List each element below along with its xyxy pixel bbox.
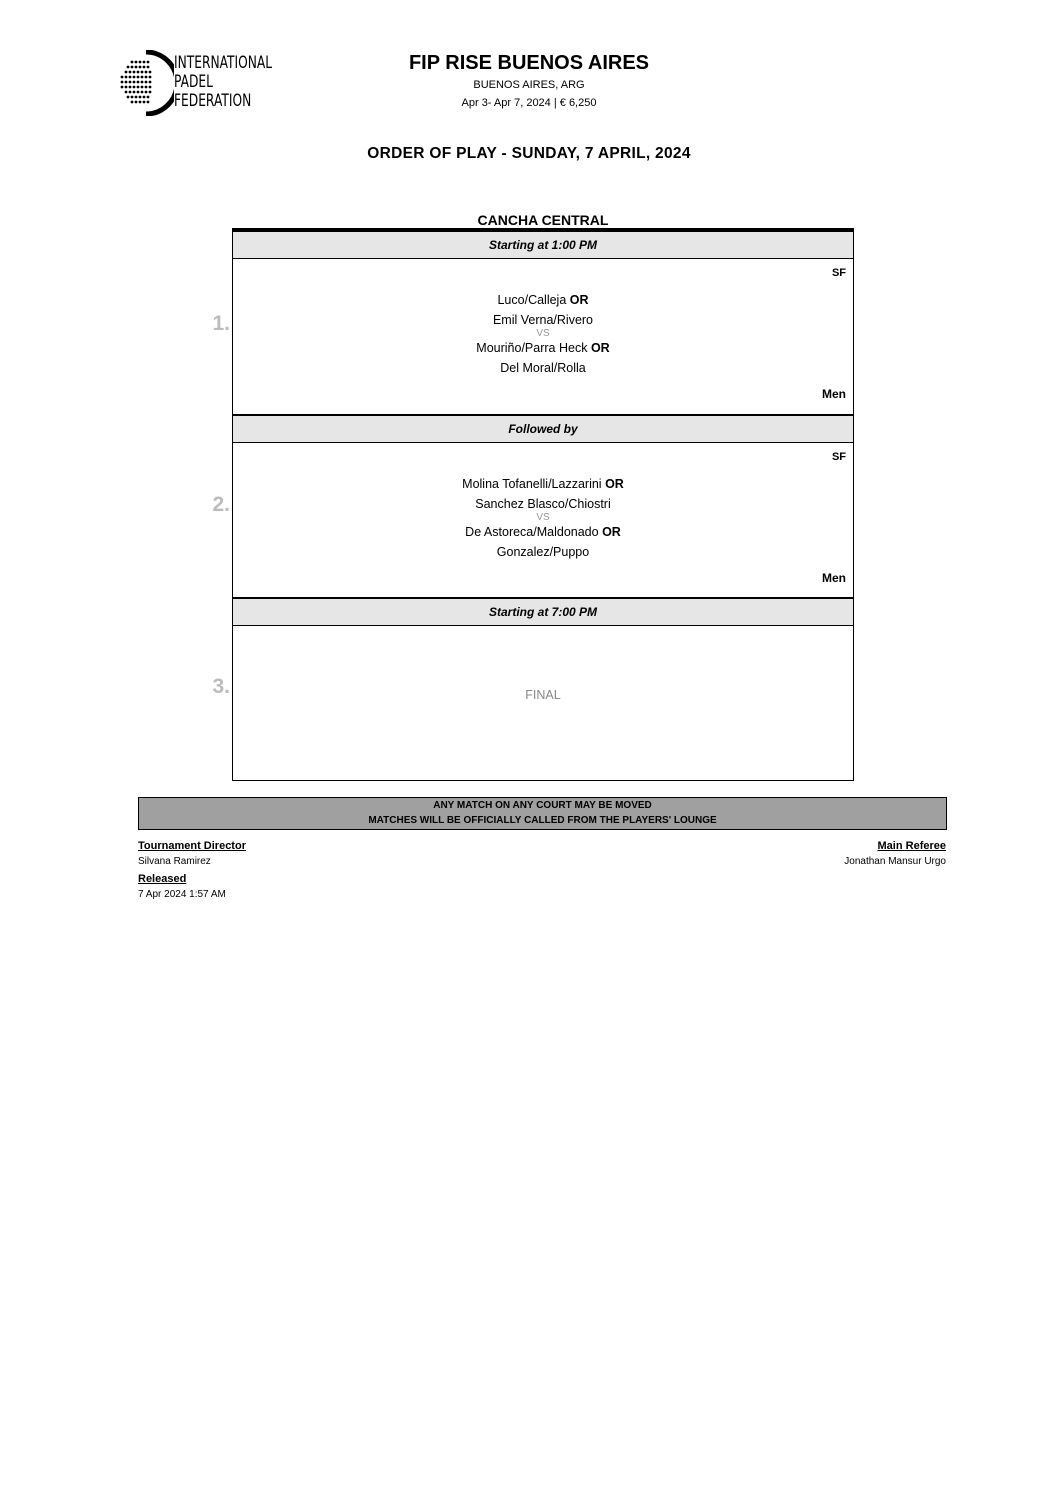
match-number: 3. (212, 675, 230, 698)
team-name: Mouriño/Parra Heck (476, 341, 588, 355)
match-number: 2. (212, 493, 230, 516)
tournament-dates: Apr 3- Apr 7, 2024 | € 6,250 (461, 97, 597, 109)
or-label: OR (602, 525, 621, 539)
released-label: Released (138, 873, 187, 885)
round-label: SF (831, 267, 846, 279)
referee-name: Jonathan Mansur Urgo (844, 856, 946, 867)
slot-header: Followed by (233, 414, 853, 443)
logo-line: INTERNATIONAL (174, 53, 273, 73)
match-teams (233, 474, 853, 562)
or-label: OR (569, 293, 589, 307)
court-name: CANCHA CENTRAL (477, 212, 609, 228)
event-label: Men (822, 387, 846, 401)
or-label: OR (605, 477, 624, 491)
notice-line: ANY MATCH ON ANY COURT MAY BE MOVED (433, 800, 652, 811)
tournament-title: FIP RISE BUENOS AIRES (408, 52, 650, 74)
team-name: De Astoreca/Maldonado (465, 525, 599, 539)
round-label: SF (831, 451, 846, 463)
match-card[interactable] (233, 259, 853, 413)
logo-line: FEDERATION (174, 91, 252, 111)
referee-label: Main Referee (877, 840, 946, 852)
team-2-option-b: Del Moral/Rolla (500, 361, 586, 375)
notice-banner (138, 797, 947, 830)
released-value: 7 Apr 2024 1:57 AM (138, 889, 226, 900)
order-of-play-title: ORDER OF PLAY - SUNDAY, 7 APRIL, 2024 (367, 145, 691, 162)
match-number: 1. (212, 312, 230, 335)
vs-label: VS (536, 512, 550, 523)
tournament-location: BUENOS AIRES, ARG (473, 79, 585, 91)
team-2-option-a (233, 338, 853, 358)
notice-line: MATCHES WILL BE OFFICIALLY CALLED FROM THE PLAYERS' LOUNGE (368, 815, 717, 826)
slot-header: Starting at 7:00 PM (233, 597, 853, 626)
court-schedule (232, 228, 854, 781)
team-2-option-b: Gonzalez/Puppo (496, 545, 590, 559)
team-2-option-a (233, 522, 853, 542)
match-card[interactable] (233, 626, 853, 780)
slot-header: Starting at 1:00 PM (233, 232, 853, 259)
director-label: Tournament Director (138, 840, 246, 852)
team-1-option-b: Emil Verna/Rivero (492, 313, 594, 327)
team-1-option-b: Sanchez Blasco/Chiostri (475, 497, 611, 511)
team-1-option-a (233, 474, 853, 494)
final-label: FINAL (525, 688, 561, 702)
match-teams (233, 290, 853, 378)
team-name: Luco/Calleja (497, 293, 567, 307)
event-label: Men (822, 571, 846, 585)
vs-label: VS (536, 328, 550, 339)
logo-line: PADEL (174, 72, 213, 92)
match-card[interactable] (233, 443, 853, 597)
or-label: OR (590, 341, 610, 355)
team-name: Molina Tofanelli/Lazzarini (462, 477, 602, 491)
team-1-option-a (233, 290, 853, 310)
director-name: Silvana Ramirez (138, 856, 211, 867)
